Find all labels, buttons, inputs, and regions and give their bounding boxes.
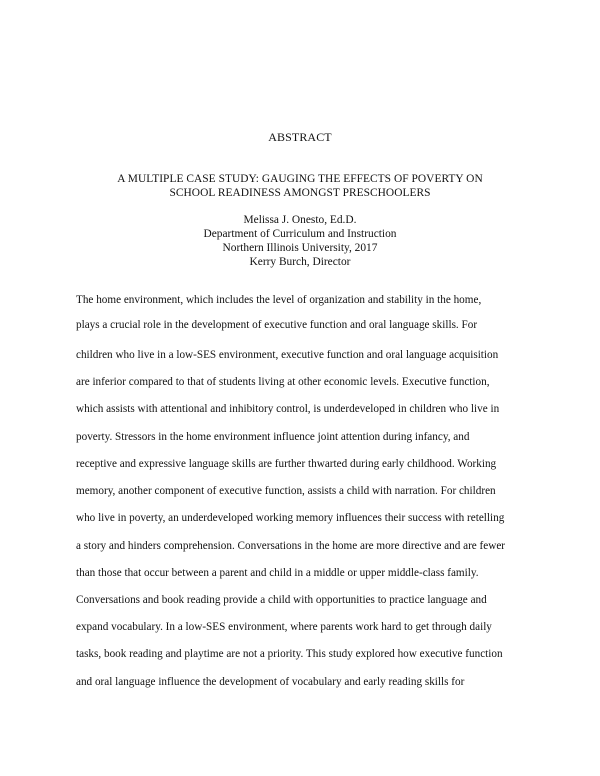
title-line: A MULTIPLE CASE STUDY: GAUGING THE EFFECTS OF POVERTY ON [117, 173, 483, 185]
author-university: Northern Illinois University, 2017 [222, 242, 378, 254]
body-line: children who live in a low-SES environment, executive function and oral language acquisition [76, 349, 499, 361]
body-line: memory, another component of executive function, assists a child with narration. For children [76, 485, 496, 497]
body-line: which assists with attentional and inhibitory control, is underdeveloped in children who live in [76, 403, 500, 415]
title-line: SCHOOL READINESS AMONGST PRESCHOOLERS [169, 187, 431, 199]
body-line: a story and hinders comprehension. Conversations in the home are more directive and are fewer [76, 540, 506, 552]
body-line: and oral language influence the development of vocabulary and early reading skills for [76, 676, 465, 688]
body-line: plays a crucial role in the development of executive function and oral language skills. For [76, 319, 478, 331]
body-line: than those that occur between a parent and child in a middle or upper middle-class family. [76, 567, 479, 579]
abstract-heading: ABSTRACT [268, 130, 332, 144]
body-line: poverty. Stressors in the home environment influence joint attention during infancy, and [76, 431, 470, 443]
body-line: are inferior compared to that of students living at other economic levels. Executive function, [76, 376, 490, 388]
body-line: who live in poverty, an underdeveloped working memory influences their success with retelling [76, 512, 505, 524]
body-line: The home environment, which includes the level of organization and stability in the home, [76, 294, 482, 306]
author-director: Kerry Burch, Director [249, 256, 351, 268]
body-line: expand vocabulary. In a low-SES environment, where parents work hard to get through daily [76, 621, 492, 633]
author-name: Melissa J. Onesto, Ed.D. [243, 214, 357, 226]
body-line: receptive and expressive language skills are further thwarted during early childhood. Working [76, 458, 497, 470]
body-line: tasks, book reading and playtime are not a priority. This study explored how executive function [76, 648, 503, 660]
body-line: Conversations and book reading provide a child with opportunities to practice language and [76, 594, 487, 606]
author-department: Department of Curriculum and Instruction [203, 228, 397, 240]
